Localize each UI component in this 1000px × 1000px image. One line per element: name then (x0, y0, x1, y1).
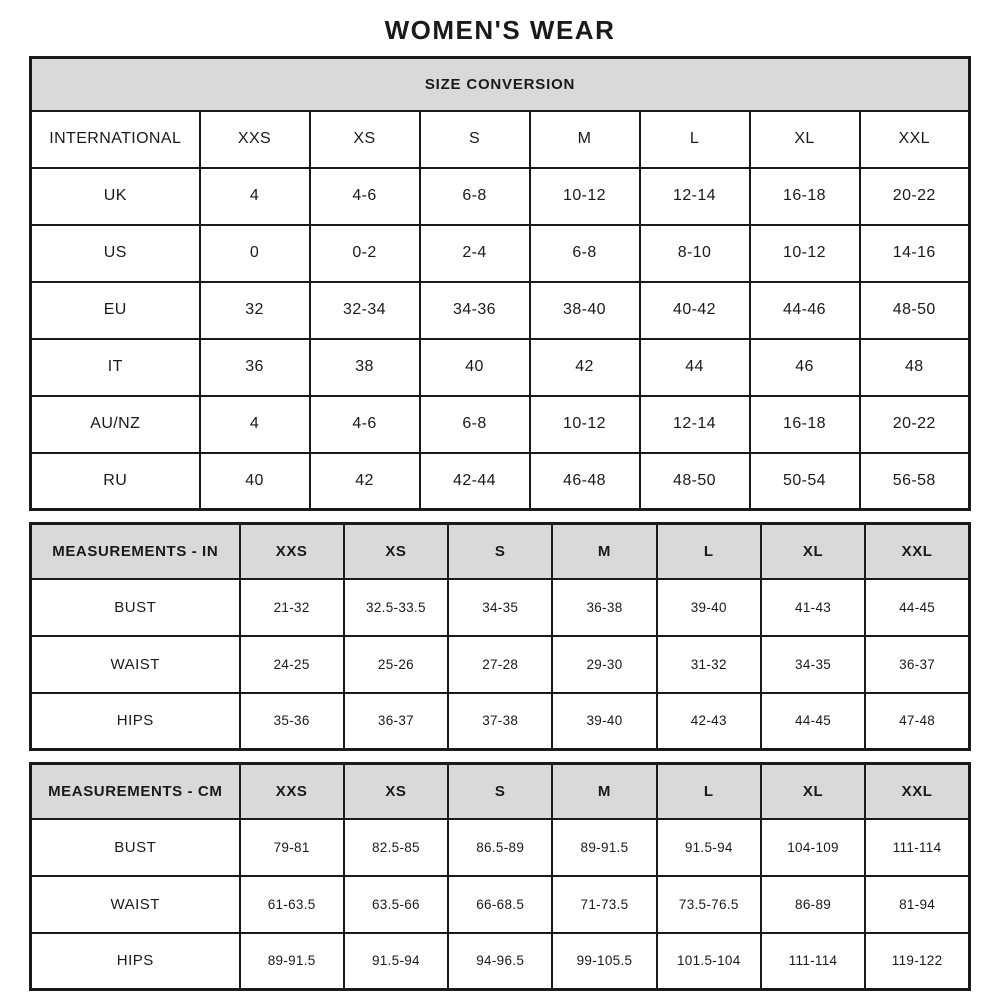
size-conversion-value-cell: 20-22 (860, 396, 970, 453)
size-conversion-value-cell: 4-6 (310, 168, 420, 225)
column-header-xs: XS (344, 764, 448, 819)
measurements-in-row-hips (31, 693, 970, 750)
column-header-xl: XL (761, 764, 865, 819)
row-label-it: IT (31, 339, 200, 396)
row-label-bust: BUST (31, 579, 240, 636)
measurements-cm-value-cell: 99-105.5 (552, 933, 656, 990)
measurements-cm-value-cell: 63.5-66 (344, 876, 448, 933)
size-conversion-value-cell: 50-54 (750, 453, 860, 510)
column-header-xl: XL (761, 524, 865, 579)
column-header-xl: XL (750, 111, 860, 168)
measurements-cm-value-cell: 79-81 (240, 819, 344, 876)
column-header-s: S (448, 524, 552, 579)
size-conversion-value-cell: 4-6 (310, 396, 420, 453)
row-label-bust: BUST (31, 819, 240, 876)
measurements-in-value-cell: 21-32 (240, 579, 344, 636)
column-header-m: M (530, 111, 640, 168)
size-conversion-row-eu (31, 282, 970, 339)
size-conversion-value-cell: 34-36 (420, 282, 530, 339)
size-conversion-value-cell: 56-58 (860, 453, 970, 510)
measurements-in-row-waist (31, 636, 970, 693)
size-conversion-value-cell: 32-34 (310, 282, 420, 339)
measurements-cm-value-cell: 91.5-94 (344, 933, 448, 990)
measurements-cm-value-cell: 82.5-85 (344, 819, 448, 876)
measurements-in-row-bust (31, 579, 970, 636)
measurements-cm-value-cell: 89-91.5 (552, 819, 656, 876)
size-conversion-value-cell: 42-44 (420, 453, 530, 510)
page-title: WOMEN'S WEAR (384, 15, 616, 45)
size-conversion-row-au-nz (31, 396, 970, 453)
size-conversion-value-cell: 48-50 (640, 453, 750, 510)
size-conversion-value-cell: 16-18 (750, 168, 860, 225)
size-conversion-value-cell: 4 (200, 168, 310, 225)
measurements-in-value-cell: 25-26 (344, 636, 448, 693)
size-conversion-value-cell: 10-12 (750, 225, 860, 282)
measurements-in-value-cell: 27-28 (448, 636, 552, 693)
row-label-waist: WAIST (31, 636, 240, 693)
size-conversion-value-cell: 8-10 (640, 225, 750, 282)
measurements-in-value-cell: 24-25 (240, 636, 344, 693)
measurements-in-title: MEASUREMENTS - IN (31, 524, 240, 579)
row-label-ru: RU (31, 453, 200, 510)
size-conversion-row-uk (31, 168, 970, 225)
measurements-in-value-cell: 39-40 (657, 579, 761, 636)
measurements-in-value-cell: 44-45 (865, 579, 969, 636)
measurements-in-value-cell: 29-30 (552, 636, 656, 693)
size-conversion-value-cell: 40 (420, 339, 530, 396)
measurements-cm-value-cell: 104-109 (761, 819, 865, 876)
column-header-international: INTERNATIONAL (31, 111, 200, 168)
column-header-row (31, 111, 970, 168)
measurements-in-value-cell: 42-43 (657, 693, 761, 750)
size-conversion-value-cell: 42 (530, 339, 640, 396)
size-conversion-value-cell: 40-42 (640, 282, 750, 339)
measurements-in-value-cell: 34-35 (448, 579, 552, 636)
size-conversion-value-cell: 42 (310, 453, 420, 510)
size-conversion-value-cell: 6-8 (420, 396, 530, 453)
measurements-cm-value-cell: 61-63.5 (240, 876, 344, 933)
row-label-us: US (31, 225, 200, 282)
size-conversion-value-cell: 4 (200, 396, 310, 453)
row-label-hips: HIPS (31, 693, 240, 750)
measurements-in-value-cell: 41-43 (761, 579, 865, 636)
size-conversion-value-cell: 36 (200, 339, 310, 396)
size-conversion-value-cell: 38-40 (530, 282, 640, 339)
size-conversion-title-row (31, 58, 970, 111)
measurements-cm-row-hips (31, 933, 970, 990)
size-conversion-value-cell: 20-22 (860, 168, 970, 225)
size-conversion-value-cell: 12-14 (640, 168, 750, 225)
size-conversion-title: SIZE CONVERSION (31, 58, 970, 111)
measurements-cm-header-row (31, 764, 970, 819)
size-conversion-row-us (31, 225, 970, 282)
measurements-cm-value-cell: 119-122 (865, 933, 969, 990)
size-conversion-value-cell: 40 (200, 453, 310, 510)
size-conversion-value-cell: 0 (200, 225, 310, 282)
row-label-uk: UK (31, 168, 200, 225)
size-conversion-value-cell: 48-50 (860, 282, 970, 339)
measurements-in-value-cell: 39-40 (552, 693, 656, 750)
column-header-m: M (552, 764, 656, 819)
measurements-in-value-cell: 37-38 (448, 693, 552, 750)
column-header-xs: XS (344, 524, 448, 579)
size-conversion-value-cell: 46-48 (530, 453, 640, 510)
column-header-xxl: XXL (865, 764, 969, 819)
measurements-in-value-cell: 35-36 (240, 693, 344, 750)
size-conversion-value-cell: 0-2 (310, 225, 420, 282)
size-conversion-value-cell: 6-8 (530, 225, 640, 282)
measurements-in-value-cell: 36-37 (344, 693, 448, 750)
size-conversion-value-cell: 38 (310, 339, 420, 396)
measurements-cm-value-cell: 91.5-94 (657, 819, 761, 876)
column-header-xxs: XXS (200, 111, 310, 168)
size-conversion-value-cell: 44-46 (750, 282, 860, 339)
measurements-cm-value-cell: 86-89 (761, 876, 865, 933)
measurements-in-table (29, 522, 971, 751)
column-header-l: L (657, 764, 761, 819)
size-conversion-value-cell: 14-16 (860, 225, 970, 282)
column-header-xxl: XXL (860, 111, 970, 168)
column-header-xxs: XXS (240, 764, 344, 819)
measurements-in-value-cell: 36-37 (865, 636, 969, 693)
size-conversion-row-it (31, 339, 970, 396)
size-conversion-value-cell: 44 (640, 339, 750, 396)
size-conversion-value-cell: 32 (200, 282, 310, 339)
measurements-cm-value-cell: 86.5-89 (448, 819, 552, 876)
measurements-cm-value-cell: 111-114 (865, 819, 969, 876)
size-conversion-value-cell: 6-8 (420, 168, 530, 225)
measurements-cm-table (29, 762, 971, 991)
column-header-xxs: XXS (240, 524, 344, 579)
measurements-cm-value-cell: 94-96.5 (448, 933, 552, 990)
measurements-cm-value-cell: 66-68.5 (448, 876, 552, 933)
measurements-cm-value-cell: 89-91.5 (240, 933, 344, 990)
measurements-cm-row-bust (31, 819, 970, 876)
measurements-in-value-cell: 47-48 (865, 693, 969, 750)
measurements-cm-value-cell: 71-73.5 (552, 876, 656, 933)
measurements-cm-value-cell: 81-94 (865, 876, 969, 933)
measurements-in-value-cell: 32.5-33.5 (344, 579, 448, 636)
measurements-in-header-row (31, 524, 970, 579)
measurements-in-value-cell: 31-32 (657, 636, 761, 693)
size-conversion-row-ru (31, 453, 970, 510)
column-header-s: S (448, 764, 552, 819)
measurements-cm-value-cell: 101.5-104 (657, 933, 761, 990)
size-conversion-value-cell: 2-4 (420, 225, 530, 282)
size-conversion-value-cell: 10-12 (530, 168, 640, 225)
column-header-l: L (657, 524, 761, 579)
size-conversion-table (29, 56, 971, 511)
size-conversion-value-cell: 12-14 (640, 396, 750, 453)
measurements-in-value-cell: 36-38 (552, 579, 656, 636)
column-header-s: S (420, 111, 530, 168)
column-header-xs: XS (310, 111, 420, 168)
column-header-l: L (640, 111, 750, 168)
size-conversion-value-cell: 46 (750, 339, 860, 396)
row-label-waist: WAIST (31, 876, 240, 933)
row-label-au-nz: AU/NZ (31, 396, 200, 453)
measurements-cm-value-cell: 73.5-76.5 (657, 876, 761, 933)
column-header-m: M (552, 524, 656, 579)
column-header-xxl: XXL (865, 524, 969, 579)
row-label-eu: EU (31, 282, 200, 339)
measurements-cm-title: MEASUREMENTS - CM (31, 764, 240, 819)
size-conversion-value-cell: 16-18 (750, 396, 860, 453)
row-label-hips: HIPS (31, 933, 240, 990)
measurements-in-value-cell: 44-45 (761, 693, 865, 750)
measurements-cm-row-waist (31, 876, 970, 933)
measurements-in-value-cell: 34-35 (761, 636, 865, 693)
size-conversion-value-cell: 48 (860, 339, 970, 396)
size-conversion-value-cell: 10-12 (530, 396, 640, 453)
measurements-cm-value-cell: 111-114 (761, 933, 865, 990)
